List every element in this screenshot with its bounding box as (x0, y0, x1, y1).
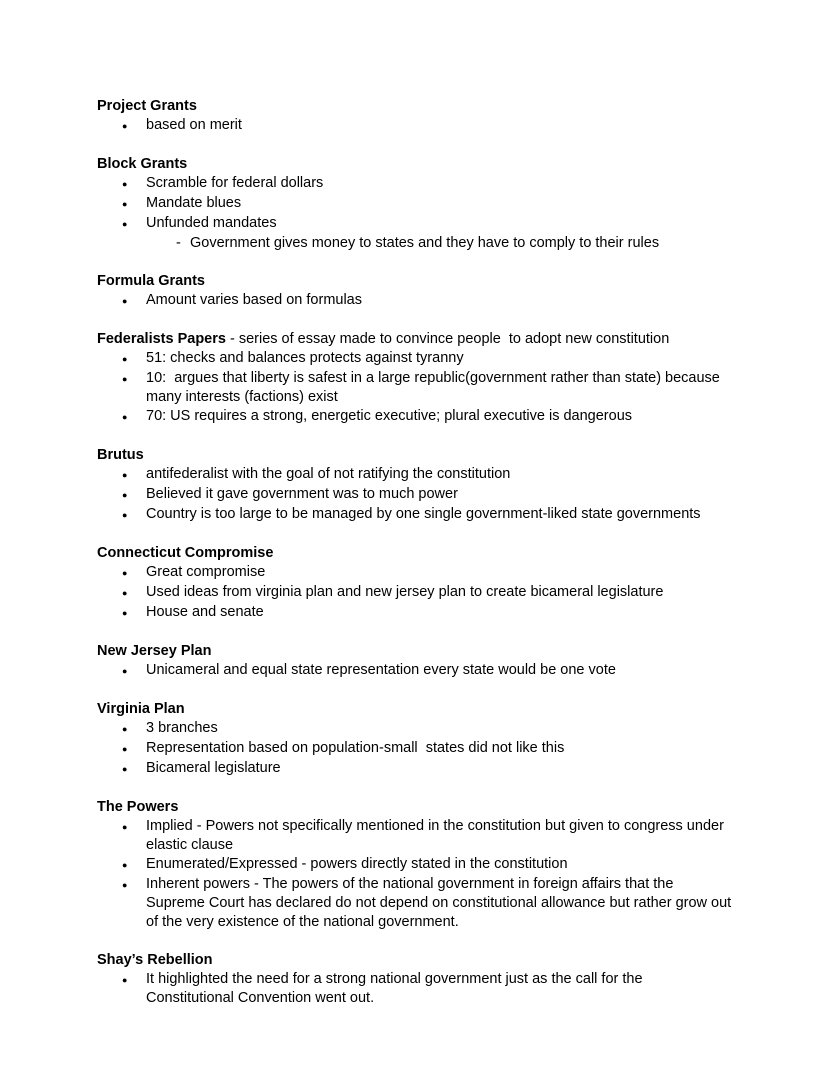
section-heading: The Powers (97, 799, 179, 815)
list-item-text: Mandate blues (146, 195, 242, 211)
list-item-text: 10: argues that liberty is safest in a large republic(government rather than state) because many interests (factions) exist (146, 370, 724, 405)
bullet-icon: ● (122, 296, 128, 306)
list-item (97, 214, 733, 234)
list-item (97, 174, 733, 194)
section-heading-line (97, 544, 733, 563)
list-item (97, 116, 733, 136)
section-heading-line (97, 446, 733, 465)
list-item-text: Representation based on population-small states did not like this (146, 740, 565, 756)
section-heading-line (97, 642, 733, 661)
list-item-text: Used ideas from virginia plan and new jersey plan to create bicameral legislature (146, 584, 664, 600)
list-item-text: Great compromise (146, 564, 266, 580)
list-item-text: Implied - Powers not specifically mentioned in the constitution but given to congress under elastic clause (146, 818, 728, 853)
list-item (97, 234, 733, 253)
list-item-text: Country is too large to be managed by one single government-liked state governments (146, 506, 701, 522)
bullet-icon: ● (122, 588, 128, 598)
section-heading: Project Grants (97, 98, 197, 114)
section-heading: Brutus (97, 447, 144, 463)
list-item (97, 349, 733, 369)
list-item (97, 291, 733, 311)
section (97, 330, 733, 427)
list-item (97, 739, 733, 759)
bullet-icon: ● (122, 860, 128, 870)
section-heading: Formula Grants (97, 273, 205, 289)
section-heading-line (97, 97, 733, 116)
bullet-icon: ● (122, 822, 128, 832)
list-item (97, 719, 733, 739)
bullet-icon: ● (122, 412, 128, 422)
dash-icon: - (176, 235, 181, 251)
list-item-text: Unfunded mandates (146, 215, 277, 231)
list-item-text: antifederalist with the goal of not ratifying the constitution (146, 466, 511, 482)
section (97, 155, 733, 253)
bullet-icon: ● (122, 880, 128, 890)
bullet-icon: ● (122, 724, 128, 734)
bullet-icon: ● (122, 490, 128, 500)
list-item-text: Inherent powers - The powers of the national government in foreign affairs that the Supreme Court has declared do not depend on constitutional allowance but rather grow out of the very existence of the national government. (146, 876, 736, 930)
list-item (97, 603, 733, 623)
section-heading: Shay’s Rebellion (97, 952, 213, 968)
bullet-icon: ● (122, 179, 128, 189)
section-heading: Connecticut Compromise (97, 545, 274, 561)
list-item-text: Scramble for federal dollars (146, 175, 324, 191)
bullet-icon: ● (122, 975, 128, 985)
list-item-text: It highlighted the need for a strong national government just as the call for the Constitutional Convention went out. (146, 971, 647, 1006)
section (97, 951, 733, 1008)
section (97, 97, 733, 136)
section-heading-line (97, 330, 733, 349)
section (97, 544, 733, 623)
list-item-text: Believed it gave government was to much power (146, 486, 458, 502)
list-item-text: Government gives money to states and they have to comply to their rules (190, 235, 660, 251)
bullet-icon: ● (122, 744, 128, 754)
bullet-icon: ● (122, 568, 128, 578)
list-item-text: Amount varies based on formulas (146, 292, 362, 308)
section (97, 700, 733, 779)
list-item (97, 661, 733, 681)
bullet-icon: ● (122, 199, 128, 209)
list-item-text: Enumerated/Expressed - powers directly stated in the constitution (146, 856, 568, 872)
list-item (97, 583, 733, 603)
list-item (97, 563, 733, 583)
section-heading-suffix: - series of essay made to convince people to adopt new constitution (225, 331, 670, 347)
list-item (97, 505, 733, 525)
list-item (97, 817, 733, 855)
section-heading-line (97, 798, 733, 817)
section-heading-line (97, 272, 733, 291)
list-item (97, 465, 733, 485)
section-heading-line (97, 951, 733, 970)
list-item-text: House and senate (146, 604, 264, 620)
list-item-text: 70: US requires a strong, energetic executive; plural executive is dangerous (146, 408, 633, 424)
section-heading-line (97, 155, 733, 174)
bullet-icon: ● (122, 219, 128, 229)
bullet-icon: ● (122, 764, 128, 774)
list-item-text: 3 branches (146, 720, 218, 736)
list-item (97, 407, 733, 427)
section-heading: Federalists Papers (97, 331, 226, 347)
bullet-icon: ● (122, 510, 128, 520)
section-heading-line (97, 700, 733, 719)
bullet-icon: ● (122, 470, 128, 480)
section (97, 642, 733, 681)
list-item-text: Unicameral and equal state representation every state would be one vote (146, 662, 616, 678)
section (97, 446, 733, 525)
list-item (97, 485, 733, 505)
list-item (97, 759, 733, 779)
bullet-icon: ● (122, 121, 128, 131)
section (97, 798, 736, 932)
bullet-icon: ● (122, 374, 128, 384)
section-heading: New Jersey Plan (97, 643, 212, 659)
list-item (97, 194, 733, 214)
bullet-icon: ● (122, 354, 128, 364)
list-item (97, 855, 733, 875)
list-item (97, 875, 736, 932)
list-item-text: 51: checks and balances protects against tyranny (146, 350, 464, 366)
bullet-icon: ● (122, 608, 128, 618)
section-heading: Virginia Plan (97, 701, 185, 717)
list-item (97, 369, 733, 407)
list-item-text: Bicameral legislature (146, 760, 281, 776)
section-heading: Block Grants (97, 156, 188, 172)
list-item-text: based on merit (146, 117, 242, 133)
section (97, 272, 733, 311)
list-item (97, 970, 733, 1008)
bullet-icon: ● (122, 666, 128, 676)
document-content (97, 97, 736, 1008)
